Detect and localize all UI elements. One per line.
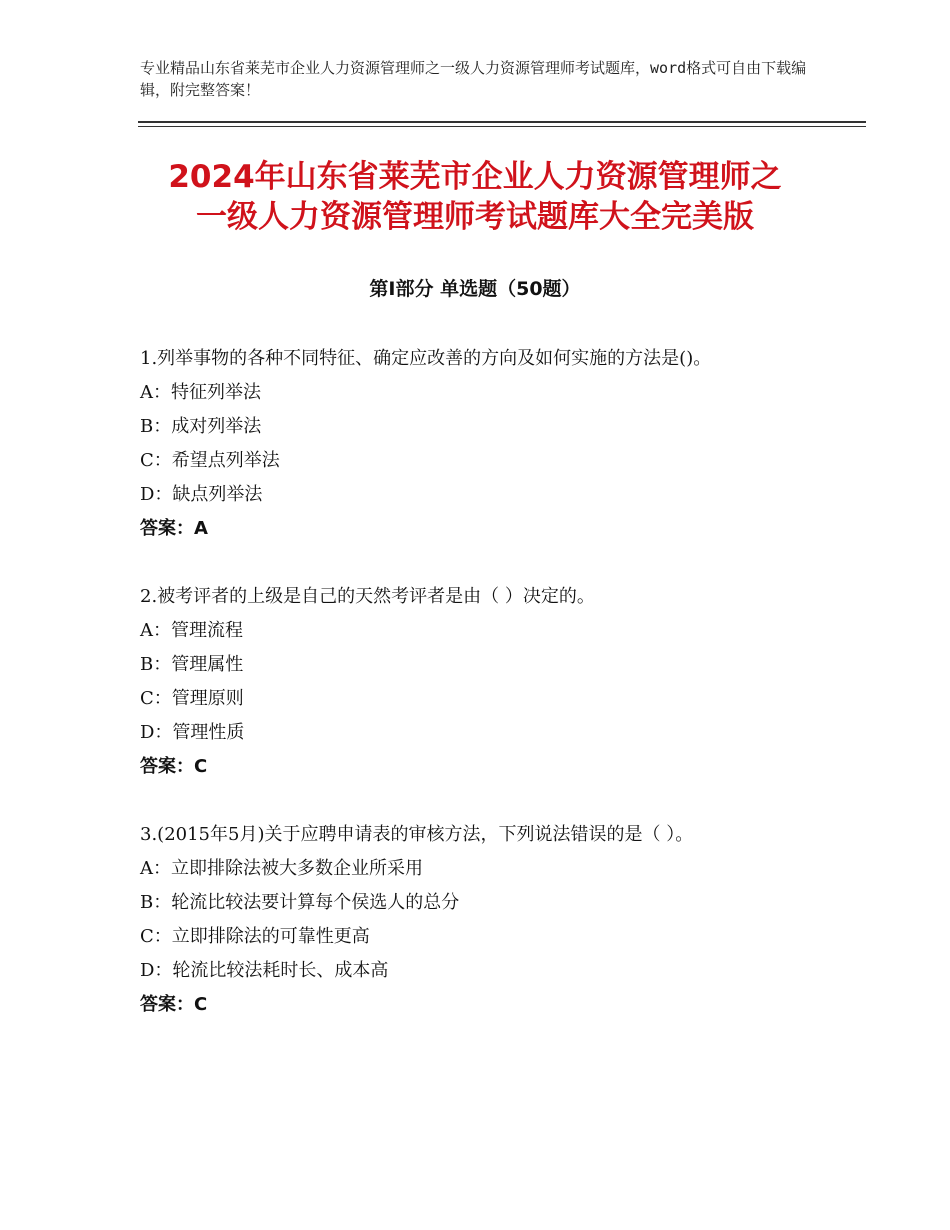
option-a: A：立即排除法被大多数企业所采用: [140, 858, 423, 879]
option-a: A：特征列举法: [140, 382, 261, 403]
question-list: [140, 342, 820, 1056]
question-stem: 3.(2015年5月)关于应聘申请表的审核方法，下列说法错误的是（ ）。: [140, 824, 694, 845]
document-title: [100, 157, 850, 237]
question-3: [140, 818, 820, 1022]
option-c: C：管理原则: [140, 688, 244, 709]
option-d: D：缺点列举法: [140, 484, 263, 505]
option-b: B：管理属性: [140, 654, 244, 675]
question-stem: 1.列举事物的各种不同特征、确定应改善的方向及如何实施的方法是()。: [140, 348, 712, 369]
header-rule-thick: [138, 121, 866, 123]
option-d: D：轮流比较法耗时长、成本高: [140, 960, 389, 981]
option-c: C：立即排除法的可靠性更高: [140, 926, 370, 947]
option-b: B：成对列举法: [140, 416, 262, 437]
answer: 答案：C: [140, 756, 208, 777]
question-1: [140, 342, 820, 546]
answer: 答案：A: [140, 518, 208, 539]
header-rule-thin: [138, 126, 866, 127]
document-title-line-2: 一级人力资源管理师考试题库大全完美版: [196, 199, 754, 235]
section-heading: 第Ⅰ部分 单选题（50题）: [369, 278, 581, 300]
option-d: D：管理性质: [140, 722, 245, 743]
question-2: [140, 580, 820, 784]
option-b: B：轮流比较法要计算每个侯选人的总分: [140, 892, 460, 913]
header-note: 专业精品山东省莱芜市企业人力资源管理师之一级人力资源管理师考试题库，word格式可自由下载编辑，附完整答案！: [140, 59, 807, 99]
answer: 答案：C: [140, 994, 208, 1015]
option-a: A：管理流程: [140, 620, 243, 641]
option-c: C：希望点列举法: [140, 450, 280, 471]
document-title-line-1: 2024年山东省莱芜市企业人力资源管理师之: [168, 159, 782, 195]
question-stem: 2.被考评者的上级是自己的天然考评者是由（ ）决定的。: [140, 586, 595, 607]
